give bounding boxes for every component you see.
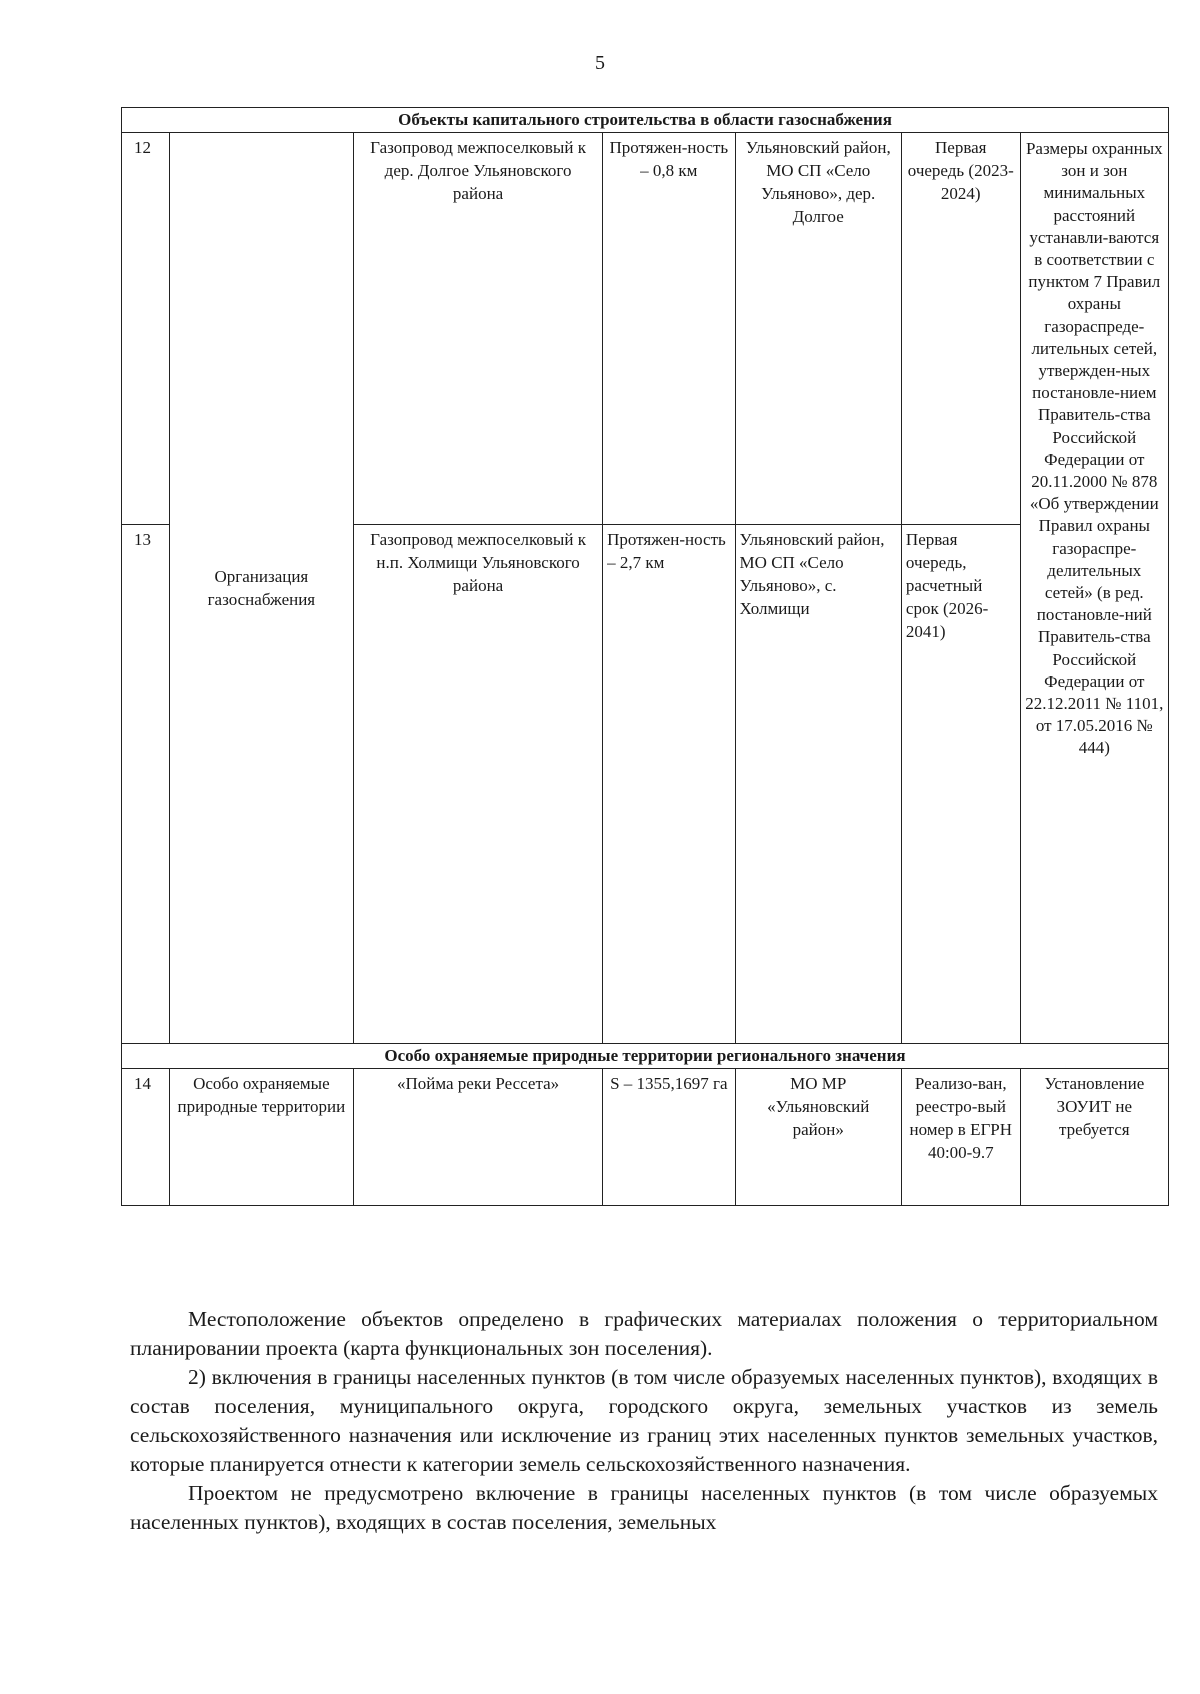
- object-location: Ульяновский район, МО СП «Село Ульяново», дер. Долгое: [735, 133, 901, 525]
- row-number: 12: [122, 133, 170, 525]
- zones-cell: Размеры охранных зон и зон минимальных расстояний устанавли-ваются в соответствии с пунктом 7 Правил охраны газораспреде-лительных сетей, утвержден-ных постановле-нием Правитель-ства Российской Федерации от 20.11.2000 № 878 «Об утверждении Правил охраны газораспре-делительных сетей» (в ред. постановле-ний Правитель-ства Российской Федерации от 22.12.2011 № 1101, от 17.05.2016 № 444): [1020, 133, 1168, 1044]
- purpose-cell: Организация газоснабжения: [169, 133, 353, 1044]
- object-characteristics: Протяжен-ность – 0,8 км: [603, 133, 735, 525]
- object-name: «Пойма реки Рессета»: [354, 1069, 603, 1206]
- row-number: 14: [122, 1069, 170, 1206]
- object-stage: Первая очередь, расчетный срок (2026-2041): [901, 525, 1020, 1044]
- section-title-gas: Объекты капитального строительства в области газоснабжения: [122, 108, 1169, 133]
- object-stage: Реализо-ван, реестро-вый номер в ЕГРН 40:00-9.7: [901, 1069, 1020, 1206]
- body-text: [130, 1305, 1158, 1537]
- row-number: 13: [122, 525, 170, 1044]
- object-characteristics: Протяжен-ность – 2,7 км: [603, 525, 735, 1044]
- section-header-gas: [122, 108, 1169, 133]
- object-name: Газопровод межпоселковый к дер. Долгое Ульяновского района: [354, 133, 603, 525]
- section-title-oopt: Особо охраняемые природные территории регионального значения: [122, 1044, 1169, 1069]
- zones-cell: Установление ЗОУИТ не требуется: [1020, 1069, 1168, 1206]
- objects-table: [121, 107, 1169, 1206]
- object-characteristics: S – 1355,1697 га: [603, 1069, 735, 1206]
- table-row: [122, 133, 1169, 525]
- page-number: 5: [595, 52, 605, 74]
- paragraph: Проектом не предусмотрено включение в границы населенных пунктов (в том числе образуемых населенных пунктов), входящих в состав поселения, земельных: [130, 1481, 1158, 1534]
- paragraph: Местоположение объектов определено в графических материалах положения о территориальном планировании проекта (карта функциональных зон поселения).: [130, 1307, 1158, 1360]
- object-location: Ульяновский район, МО СП «Село Ульяново», с. Холмищи: [735, 525, 901, 1044]
- section-header-oopt: [122, 1044, 1169, 1069]
- object-location: МО МР «Ульяновский район»: [735, 1069, 901, 1206]
- object-name: Газопровод межпоселковый к н.п. Холмищи Ульяновского района: [354, 525, 603, 1044]
- table-row: [122, 1069, 1169, 1206]
- paragraph: 2) включения в границы населенных пунктов (в том числе образуемых населенных пунктов), входящих в состав поселения, муниципального округа, городского округа, земельных участков из земель сельскохозяйственного назначения или исключение из границ этих населенных пунктов земельных участков, которые планируется отнести к категории земель сельскохозяйственного назначения.: [130, 1365, 1158, 1476]
- object-stage: Первая очередь (2023-2024): [901, 133, 1020, 525]
- purpose-cell: Особо охраняемые природные территории: [169, 1069, 353, 1206]
